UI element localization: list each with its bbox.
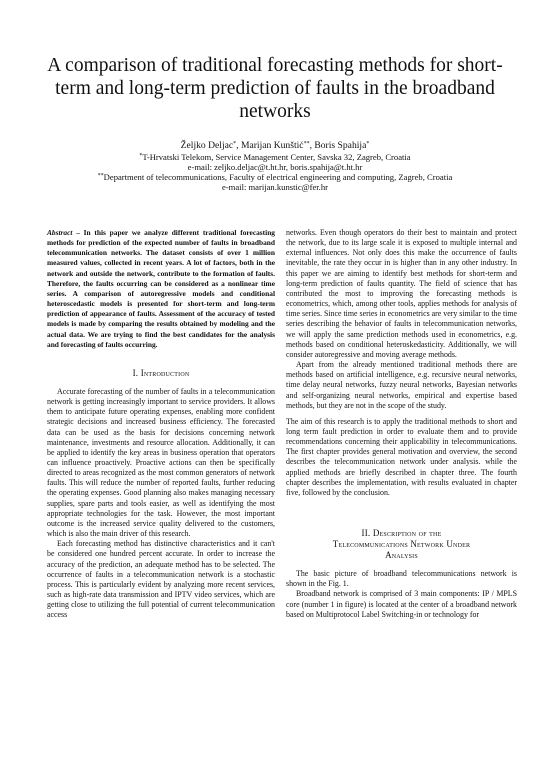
email-2: e-mail: marijan.kunstic@fer.hr <box>222 182 328 192</box>
abstract-lead: Abstract <box>47 228 73 237</box>
section-1-title: Introduction <box>140 367 190 378</box>
intro-paragraph-1: Accurate forecasting of the number of faults in a telecommunication network is getting increasingly important to service providers. It allows them to anticipate future operating expenses, enabling more confident strategic decisions and increased business efficiency. The forecasted data can be used as the basis for decisions concerning network maintenance, investments and resource allocation. Additionally, it can be applied to identify the key areas in business operation that operators can influence proactively. Proactive actions can then be specifically directed to areas recognized as the most common generators of network faults. This will reduce the number of reported faults, further reducing the operating expenses. Good planning also makes managing necessary supplies, spare parts and tools easier, as well as identifying the most appropriate technologies for the task. However, the most important outcome is the increased service quality delivered to the customers, which is also the main driver of this research. <box>47 386 275 539</box>
abstract-text: – In this paper we analyze different traditional forecasting methods for prediction of the expected number of faults in broadband telecommunication networks. The dataset consists of over 1 million measured values, collected in recent years. A lot of factors, both in the network and outside the network, contribute to the formation of faults. Therefore, the faults occurring can be considered as a nonlinear time series. A comparison of autoregressive models and conditional heteroscedastic models is presented for short-term and long-term prediction of appearance of faults. Assessment of the accuracy of tested models is made by comparing the results obtained by modeling and the actual data. We are trying to find the best candidates for the analysis and forecasting of faults occurring. <box>47 228 275 349</box>
section-2-number: II. <box>361 528 371 539</box>
author-names: Željko Deljac*, Marijan Kunštić**, Boris Spahija* <box>180 140 370 151</box>
author-block <box>0 140 550 192</box>
left-column <box>47 228 275 620</box>
paper-title: A comparison of traditional forecasting methods for short-term and long-term prediction of faults in the broadband networks <box>47 55 503 122</box>
section-2-title-line3: Analysis <box>385 550 418 561</box>
section-2-paragraph-1: The basic picture of broadband telecommunications network is shown in the Fig. 1. <box>286 569 517 589</box>
right-column <box>286 228 517 620</box>
section-1-number: I. <box>132 367 139 378</box>
intro-paragraph-3: networks. Even though operators do their best to maintain and protect the network, due to its large scale it is exposed to multiple internal and external influences. Not only does this make the occurrence of faults inevitable, the rate they occur in is higher than in any other industry. In this paper we are aiming to identify best methods for short-term and long-term prediction of faults quantity. The field of science that has contributed the most to improving the forecasting methods is econometrics, which, among other tools, applies methods for analysis of time series. Since time series in econometrics are very similar to the time series describing the behavior of faults in telecommunication networks, we will apply the same prediction methods used in econometrics, e.g. methods based on conditional heteroskedasticity. Additionally, we will consider autoregressive and moving average methods. <box>286 228 517 359</box>
section-2-title-line1: Description of the <box>372 528 442 539</box>
intro-paragraph-2: Each forecasting method has distinctive characteristics and it can't be considered one hundred percent accurate. In order to increase the accuracy of the prediction, an adequate method has to be selected. The occurrence of faults in a telecommunication network is a stochastic process. This is particularly evident by analyzing more recent services, such as high-rate data transmission and IPTV video services, which are getting close to utilizing the full potential of current telecommunication access <box>47 539 275 620</box>
email-1: e-mail: zeljko.deljac@t.ht.hr, boris.spahija@t.ht.hr <box>187 162 363 172</box>
section-2-heading <box>286 528 517 561</box>
section-2-title-line2: Telecommunications Network Under <box>332 539 471 550</box>
affiliation-1: *T-Hrvatski Telekom, Service Management Center, Savska 32, Zagreb, Croatia <box>139 152 411 162</box>
section-2-paragraph-2: Broadband network is comprised of 3 main components: IP / MPLS core (number 1 in figure) is located at the center of a broadband network based on Multiprotocol Label Switching-in or technology for <box>286 589 517 619</box>
abstract <box>47 228 275 350</box>
intro-paragraph-5: The aim of this research is to apply the traditional methods to short and long term fault prediction in order to evaluate them and to provide recommendations concerning their applicability in telecommunications. The first chapter provides general motivation and overview, the second describes the telecommunication network under analysis. while the applied methods are briefly described in chapter three. The fourth chapter describes the implementation, with results evaluated in chapter five, followed by the conclusion. <box>286 416 517 497</box>
affiliation-2: **Department of telecommunications, Faculty of electrical engineering and computing, Zagreb, Croatia <box>97 172 453 182</box>
intro-paragraph-4: Apart from the already mentioned traditional methods there are methods based on artificial intelligence, e.g. recursive neural networks, time delay neural networks, fuzzy neural networks, Bayesian networks and self-organizing neural networks, empirical and expertise based methods, but they are not in the scope of the study. <box>286 360 517 410</box>
section-1-heading <box>47 368 275 379</box>
